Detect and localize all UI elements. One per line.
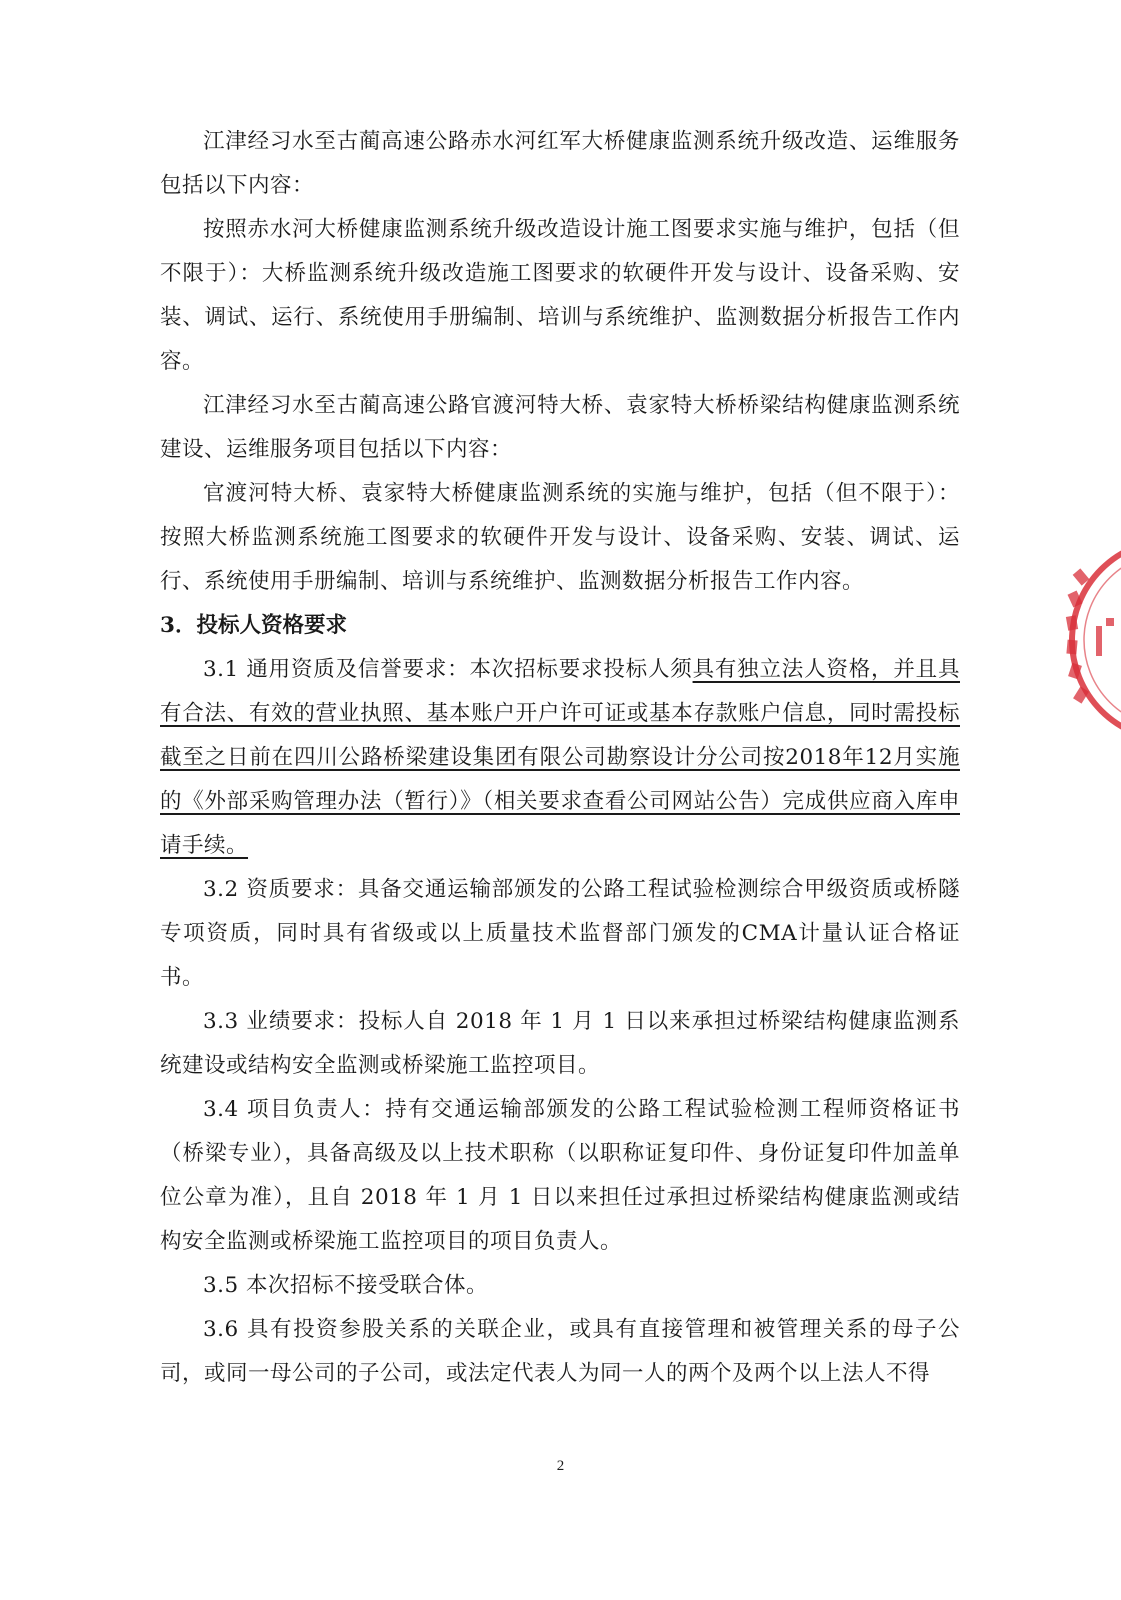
paragraph-3-4-project-lead: 3.4 项目负责人：持有交通运输部颁发的公路工程试验检测工程师资格证书（桥梁专业），具备高级及以上技术职称（以职称证复印件、身份证复印件加盖单位公章为准），且自 2018 年 1 月 1 日以来担任过承担过桥梁结构健康监测或结构安全监测或桥梁施工监控项目的项目负责人。 xyxy=(160,1097,960,1254)
paragraph-guandu-scope: 江津经习水至古蔺高速公路官渡河特大桥、袁家特大桥桥梁结构健康监测系统建设、运维服务项目包括以下内容： xyxy=(160,393,960,462)
section-heading-qualifications: 3．投标人资格要求 xyxy=(160,613,347,638)
document-body xyxy=(160,120,960,1396)
paragraph-3-1-prefix: 3.1 通用资质及信誉要求：本次招标要求投标人须 xyxy=(203,657,693,682)
paragraph-3-6-related-entities: 3.6 具有投资参股关系的关联企业，或具有直接管理和被管理关系的母子公司，或同一母公司的子公司，或法定代表人为同一人的两个及两个以上法人不得 xyxy=(160,1317,960,1386)
paragraph-3-3-performance-requirement: 3.3 业绩要求：投标人自 2018 年 1 月 1 日以来承担过桥梁结构健康监测系统建设或结构安全监测或桥梁施工监控项目。 xyxy=(160,1009,960,1078)
paragraph-3-1-underlined-text: 具有独立法人资格，并且具有合法、有效的营业执照、基本账户开户许可证或基本存款账户信息，同时需投标截至之日前在四川公路桥梁建设集团有限公司勘察设计分公司按2018年12月实施的《外部采购管理办法（暂行）》（相关要求查看公司网站公告）完成供应商入库申请手续。 xyxy=(160,657,960,858)
company-seal-stamp xyxy=(1062,530,1121,750)
paragraph-guandu-details: 官渡河特大桥、袁家特大桥健康监测系统的实施与维护，包括（但不限于）：按照大桥监测系统施工图要求的软硬件开发与设计、设备采购、安装、调试、运行、系统使用手册编制、培训与系统维护、监测数据分析报告工作内容。 xyxy=(160,481,960,594)
paragraph-chishui-scope: 江津经习水至古蔺高速公路赤水河红军大桥健康监测系统升级改造、运维服务包括以下内容： xyxy=(160,129,960,198)
paragraph-chishui-details: 按照赤水河大桥健康监测系统升级改造设计施工图要求实施与维护，包括（但不限于）：大桥监测系统升级改造施工图要求的软硬件开发与设计、设备采购、安装、调试、运行、系统使用手册编制、培训与系统维护、监测数据分析报告工作内容。 xyxy=(160,217,960,374)
paragraph-3-5-no-consortium: 3.5 本次招标不接受联合体。 xyxy=(203,1273,489,1298)
page-number: 2 xyxy=(556,1458,565,1474)
paragraph-3-1-general-qualification xyxy=(160,648,960,868)
paragraph-3-2-credential-requirement: 3.2 资质要求：具备交通运输部颁发的公路工程试验检测综合甲级资质或桥隧专项资质，同时具有省级或以上质量技术监督部门颁发的CMA计量认证合格证书。 xyxy=(160,877,960,990)
